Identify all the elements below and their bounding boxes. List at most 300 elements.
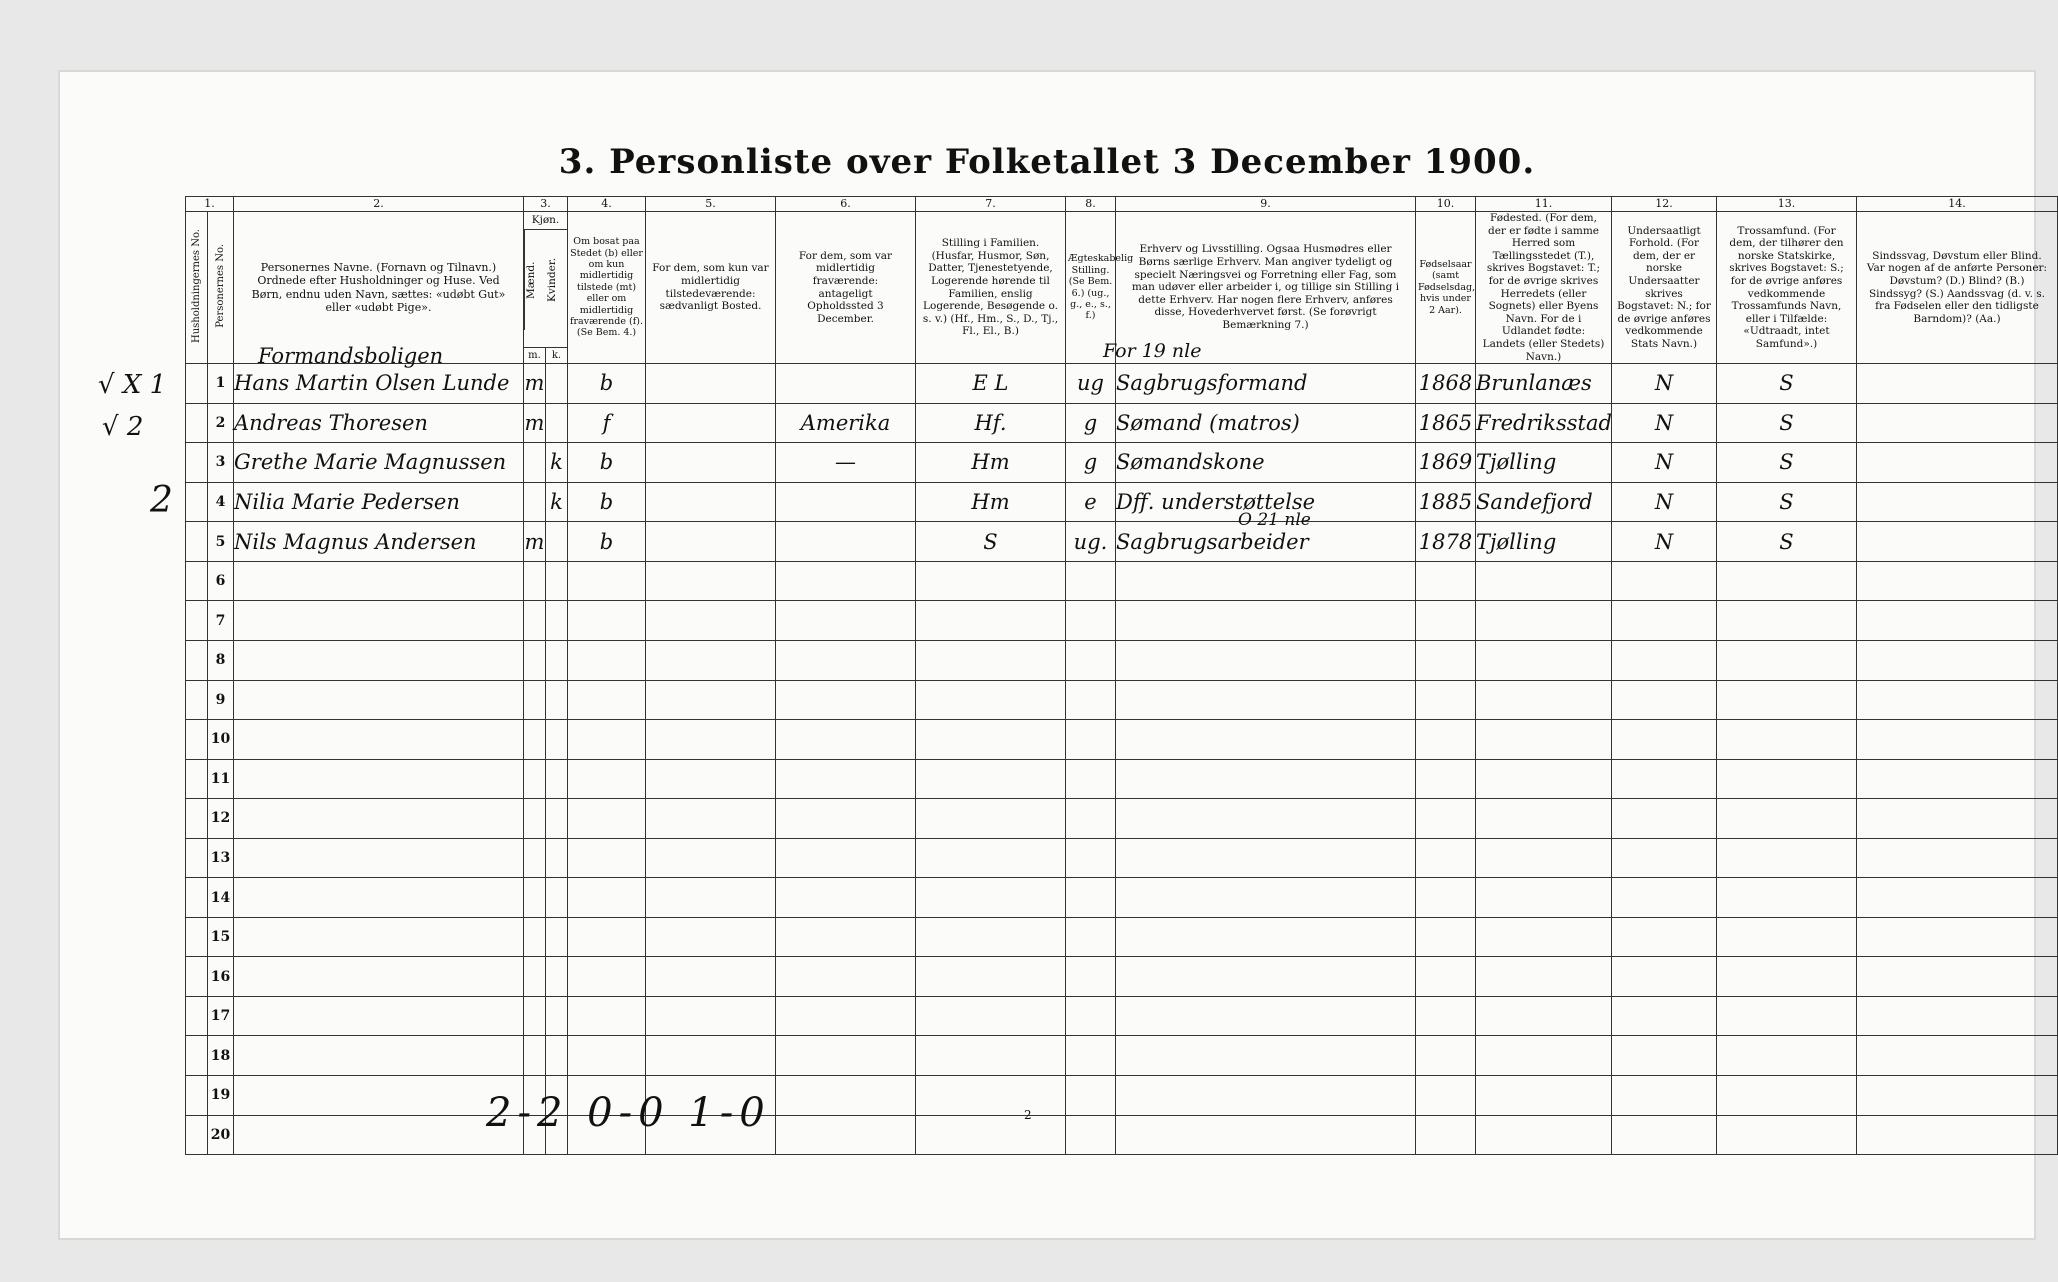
occupation [1116, 996, 1416, 1036]
religion: S [1717, 522, 1857, 562]
colnum-2: 2. [234, 197, 524, 212]
occupation [1116, 917, 1416, 957]
religion: S [1717, 403, 1857, 443]
disability [1857, 482, 2058, 522]
table-row [186, 443, 2058, 483]
marital-status: e [1066, 482, 1116, 522]
household-no-cell [186, 799, 208, 839]
marital-status: ug. [1066, 522, 1116, 562]
temp-location [776, 601, 916, 641]
colnum-12: 12. [1612, 197, 1717, 212]
residence-status [568, 917, 646, 957]
sex-male [524, 996, 546, 1036]
citizenship: N [1612, 403, 1717, 443]
family-position [916, 838, 1066, 878]
person-no: 19 [208, 1075, 234, 1115]
colnum-4: 4. [568, 197, 646, 212]
sex-male [524, 720, 546, 760]
citizenship [1612, 1036, 1717, 1076]
header-person-no: Personernes No. [208, 212, 234, 364]
sex-female [546, 759, 568, 799]
household-no-cell [186, 443, 208, 483]
sex-female [546, 522, 568, 562]
person-no: 18 [208, 1036, 234, 1076]
marital-status [1066, 838, 1116, 878]
residence-status: b [568, 482, 646, 522]
colnum-13: 13. [1717, 197, 1857, 212]
sex-female [546, 917, 568, 957]
colnum-10: 10. [1416, 197, 1476, 212]
person-name: Andreas Thoresen [234, 403, 524, 443]
family-position: Hm [916, 443, 1066, 483]
usual-residence [646, 522, 776, 562]
person-name: Grethe Marie Magnussen [234, 443, 524, 483]
birth-year [1416, 838, 1476, 878]
header-household-no: Husholdningernes No. [186, 212, 208, 364]
person-no: 2 [208, 403, 234, 443]
census-sheet [58, 70, 2048, 1240]
table-row [186, 1115, 2058, 1155]
note-row1: For 19 nle [1103, 340, 1202, 362]
person-no: 10 [208, 720, 234, 760]
occupation: Sagbrugsarbeider [1116, 522, 1416, 562]
person-no: 14 [208, 878, 234, 918]
sex-female: k [546, 482, 568, 522]
household-no-cell [186, 640, 208, 680]
disability [1857, 759, 2058, 799]
table-row [186, 759, 2058, 799]
family-position: Hf. [916, 403, 1066, 443]
temp-location [776, 522, 916, 562]
disability [1857, 838, 2058, 878]
person-name [234, 1075, 524, 1115]
birth-year [1416, 640, 1476, 680]
header-resident: Om bosat paa Stedet (b) eller om kun midlertidig tilstede (mt) eller om midlertidig fraværende (f). (Se Bem. 4.) [568, 212, 646, 364]
religion: S [1717, 482, 1857, 522]
residence-status [568, 1036, 646, 1076]
citizenship: N [1612, 522, 1717, 562]
colnum-3: 3. [524, 197, 568, 212]
family-position [916, 601, 1066, 641]
usual-residence [646, 364, 776, 404]
colnum-1: 1. [186, 197, 234, 212]
family-position [916, 720, 1066, 760]
occupation [1116, 1115, 1416, 1155]
family-position [916, 680, 1066, 720]
sex-male [524, 917, 546, 957]
person-no: 11 [208, 759, 234, 799]
sex-male: m [524, 403, 546, 443]
sex-male: m [524, 364, 546, 404]
marital-status [1066, 878, 1116, 918]
margin-mark-1: √ X 1 [98, 370, 167, 400]
household-no-cell [186, 996, 208, 1036]
citizenship: N [1612, 482, 1717, 522]
household-no-cell [186, 561, 208, 601]
citizenship [1612, 838, 1717, 878]
marital-status [1066, 680, 1116, 720]
sex-male [524, 878, 546, 918]
marital-status [1066, 917, 1116, 957]
birthplace [1476, 878, 1612, 918]
column-number-row [186, 197, 2058, 212]
family-position: S [916, 522, 1066, 562]
religion [1717, 1115, 1857, 1155]
person-no: 3 [208, 443, 234, 483]
person-no: 12 [208, 799, 234, 839]
table-row [186, 640, 2058, 680]
usual-residence [646, 996, 776, 1036]
religion [1717, 878, 1857, 918]
header-citizenship: Undersaatligt Forhold. (For dem, der er norske Undersaatter skrives Bogstavet: N.; for de øvrige anføres vedkommende Stats Navn.) [1612, 212, 1717, 364]
colnum-6: 6. [776, 197, 916, 212]
sex-female [546, 838, 568, 878]
disability [1857, 364, 2058, 404]
temp-location [776, 1075, 916, 1115]
sex-male [524, 838, 546, 878]
family-position [916, 1036, 1066, 1076]
header-disability: Sindssvag, Døvstum eller Blind. Var nogen af de anførte Personer: Døvstum? (D.) Blind? (B.) Sindssyg? (S.) Aandssvag (d. v. s. fra Fødselen eller den tidligste Barndom)? (Aa.) [1857, 212, 2058, 364]
section-heading: Formandsboligen [258, 344, 444, 368]
marital-status: g [1066, 403, 1116, 443]
person-no: 13 [208, 838, 234, 878]
sex-female [546, 364, 568, 404]
birthplace [1476, 1036, 1612, 1076]
birth-year [1416, 1115, 1476, 1155]
usual-residence [646, 561, 776, 601]
birthplace: Tjølling [1476, 443, 1612, 483]
household-no-cell [186, 838, 208, 878]
birth-year [1416, 1075, 1476, 1115]
person-name [234, 838, 524, 878]
disability [1857, 640, 2058, 680]
usual-residence [646, 680, 776, 720]
temp-location [776, 996, 916, 1036]
birth-year [1416, 601, 1476, 641]
person-no: 1 [208, 364, 234, 404]
occupation [1116, 759, 1416, 799]
birthplace [1476, 957, 1612, 997]
person-name: Hans Martin Olsen Lunde [234, 364, 524, 404]
birthplace [1476, 561, 1612, 601]
family-position [916, 957, 1066, 997]
birth-year: 1878 [1416, 522, 1476, 562]
table-row [186, 996, 2058, 1036]
marital-status [1066, 759, 1116, 799]
sex-female [546, 799, 568, 839]
disability [1857, 1036, 2058, 1076]
sex-female [546, 640, 568, 680]
table-row [186, 917, 2058, 957]
sex-female [546, 720, 568, 760]
birthplace [1476, 1115, 1612, 1155]
birth-year: 1868 [1416, 364, 1476, 404]
usual-residence [646, 601, 776, 641]
residence-status [568, 957, 646, 997]
family-position [916, 996, 1066, 1036]
residence-status [568, 640, 646, 680]
household-no-cell [186, 1075, 208, 1115]
temp-location [776, 917, 916, 957]
birth-year [1416, 878, 1476, 918]
citizenship [1612, 601, 1717, 641]
religion [1717, 561, 1857, 601]
family-position [916, 561, 1066, 601]
residence-status [568, 996, 646, 1036]
sex-male [524, 759, 546, 799]
family-position [916, 1115, 1066, 1155]
usual-residence [646, 878, 776, 918]
header-names: Personernes Navne. (Fornavn og Tilnavn.) Ordnede efter Husholdninger og Huse. Ved Børn, endnu uden Navn, sættes: «udøbt Gut» eller «udøbt Pige». [234, 212, 524, 364]
residence-status [568, 878, 646, 918]
usual-residence [646, 1036, 776, 1076]
residence-status [568, 838, 646, 878]
person-no: 5 [208, 522, 234, 562]
temp-location [776, 878, 916, 918]
usual-residence [646, 403, 776, 443]
person-no: 16 [208, 957, 234, 997]
residence-status [568, 601, 646, 641]
header-female: Kvinder. [546, 257, 558, 302]
temp-location [776, 680, 916, 720]
birthplace [1476, 799, 1612, 839]
table-row [186, 601, 2058, 641]
marital-status [1066, 1075, 1116, 1115]
birth-year: 1865 [1416, 403, 1476, 443]
residence-status: b [568, 364, 646, 404]
residence-status [568, 759, 646, 799]
disability [1857, 561, 2058, 601]
person-name [234, 601, 524, 641]
colnum-8: 8. [1066, 197, 1116, 212]
colnum-14: 14. [1857, 197, 2058, 212]
occupation [1116, 640, 1416, 680]
occupation [1116, 601, 1416, 641]
birth-year [1416, 680, 1476, 720]
sex-male [524, 561, 546, 601]
birthplace [1476, 759, 1612, 799]
household-no-cell [186, 364, 208, 404]
header-row [186, 212, 2058, 348]
disability [1857, 878, 2058, 918]
religion [1717, 957, 1857, 997]
family-position [916, 917, 1066, 957]
household-no-cell [186, 720, 208, 760]
temp-location [776, 838, 916, 878]
birth-year [1416, 720, 1476, 760]
birthplace: Brunlanæs [1476, 364, 1612, 404]
person-name [234, 720, 524, 760]
religion [1717, 996, 1857, 1036]
household-no-cell [186, 1115, 208, 1155]
table-row [186, 522, 2058, 562]
tally-totals: 2-2 0-0 1-0 [486, 1090, 771, 1136]
temp-location [776, 957, 916, 997]
disability [1857, 601, 2058, 641]
religion [1717, 720, 1857, 760]
usual-residence [646, 443, 776, 483]
temp-location [776, 561, 916, 601]
sex-female [546, 680, 568, 720]
disability [1857, 1115, 2058, 1155]
person-name [234, 640, 524, 680]
header-occupation: Erhverv og Livsstilling. Ogsaa Husmødres eller Børns særlige Erhverv. Man angiver tydeligt og specielt Næringsvei og Forretning eller Fag, som man udøver eller arbeider i, og tillige sin Stilling i dette Erhverv. Har nogen flere Erhverv, anføres disse, Hovederhvervet først. (Se forøvrigt Bemærkning 7.) [1116, 212, 1416, 364]
sex-female [546, 601, 568, 641]
disability [1857, 957, 2058, 997]
household-no-cell [186, 1036, 208, 1076]
disability [1857, 917, 2058, 957]
disability [1857, 799, 2058, 839]
person-name [234, 561, 524, 601]
occupation [1116, 838, 1416, 878]
person-no: 17 [208, 996, 234, 1036]
sex-female [546, 1036, 568, 1076]
table-row [186, 1036, 2058, 1076]
person-name [234, 680, 524, 720]
sex-male [524, 482, 546, 522]
usual-residence [646, 720, 776, 760]
note-row4: O 21 nle [1238, 510, 1311, 530]
sex-female [546, 957, 568, 997]
header-birth-year: Fødselsaar (samt Fødselsdag, hvis under 2 Aar). [1416, 212, 1476, 364]
temp-location: Amerika [776, 403, 916, 443]
table-row [186, 799, 2058, 839]
sex-female [546, 403, 568, 443]
religion [1717, 799, 1857, 839]
sex-female: k [546, 443, 568, 483]
person-no: 8 [208, 640, 234, 680]
occupation: Dff. understøttelse [1116, 482, 1416, 522]
marital-status [1066, 1036, 1116, 1076]
disability [1857, 443, 2058, 483]
temp-location: — [776, 443, 916, 483]
family-position: Hm [916, 482, 1066, 522]
residence-status: b [568, 522, 646, 562]
citizenship [1612, 759, 1717, 799]
citizenship [1612, 1115, 1717, 1155]
occupation [1116, 957, 1416, 997]
birthplace [1476, 917, 1612, 957]
family-position [916, 799, 1066, 839]
occupation [1116, 561, 1416, 601]
temp-location [776, 759, 916, 799]
disability [1857, 522, 2058, 562]
page-number: 2 [1024, 1108, 1032, 1122]
header-marital-status: Ægteskabelig Stilling. (Se Bem. 6.) (ug., g., e., s., f.) [1066, 212, 1116, 364]
marital-status [1066, 640, 1116, 680]
sex-male [524, 443, 546, 483]
colnum-5: 5. [646, 197, 776, 212]
temp-location [776, 482, 916, 522]
marital-status [1066, 1115, 1116, 1155]
person-name [234, 1115, 524, 1155]
table-row [186, 680, 2058, 720]
family-position [916, 1075, 1066, 1115]
person-no: 15 [208, 917, 234, 957]
birth-year [1416, 759, 1476, 799]
disability [1857, 996, 2058, 1036]
occupation [1116, 878, 1416, 918]
sex-male: m [524, 522, 546, 562]
family-position [916, 640, 1066, 680]
header-family-position: Stilling i Familien. (Husfar, Husmor, Søn, Datter, Tjenestetyende, Logerende hørende til Familien, enslig Logerende, Besøgende o. s. v.) (Hf., Hm., S., D., Tj., Fl., El., B.) [916, 212, 1066, 364]
religion: S [1717, 364, 1857, 404]
religion: S [1717, 443, 1857, 483]
birth-year [1416, 957, 1476, 997]
person-name [234, 1036, 524, 1076]
family-position: E L [916, 364, 1066, 404]
person-name [234, 996, 524, 1036]
header-sex: Kjøn. Mænd. Kvinder. [524, 212, 568, 348]
sex-female [546, 996, 568, 1036]
citizenship [1612, 917, 1717, 957]
birth-year [1416, 996, 1476, 1036]
birthplace [1476, 720, 1612, 760]
family-position [916, 878, 1066, 918]
occupation [1116, 720, 1416, 760]
religion [1717, 680, 1857, 720]
sex-male [524, 601, 546, 641]
occupation: Sømandskone [1116, 443, 1416, 483]
colnum-9: 9. [1116, 197, 1416, 212]
sex-female [546, 561, 568, 601]
temp-location [776, 640, 916, 680]
usual-residence [646, 759, 776, 799]
header-religion: Trossamfund. (For dem, der tilhører den norske Statskirke, skrives Bogstavet: S.; for de øvrige anføres vedkommende Trossamfunds Navn, eller i Tilfælde: «Udtraadt, intet Samfund».) [1717, 212, 1857, 364]
table-row [186, 957, 2058, 997]
family-position [916, 759, 1066, 799]
disability [1857, 403, 2058, 443]
citizenship [1612, 878, 1717, 918]
disability [1857, 720, 2058, 760]
birthplace [1476, 601, 1612, 641]
household-no-cell [186, 601, 208, 641]
occupation [1116, 1036, 1416, 1076]
usual-residence [646, 482, 776, 522]
occupation: Sømand (matros) [1116, 403, 1416, 443]
person-name [234, 799, 524, 839]
birthplace [1476, 996, 1612, 1036]
temp-location [776, 720, 916, 760]
table-row [186, 403, 2058, 443]
religion [1717, 640, 1857, 680]
occupation [1116, 799, 1416, 839]
temp-location [776, 1115, 916, 1155]
person-name: Nilia Marie Pedersen [234, 482, 524, 522]
household-no-cell [186, 957, 208, 997]
religion [1717, 917, 1857, 957]
marital-status [1066, 720, 1116, 760]
header-temp-absent: For dem, som var midlertidig fraværende: antageligt Opholdssted 3 December. [776, 212, 916, 364]
birth-year [1416, 561, 1476, 601]
person-name [234, 957, 524, 997]
birthplace: Fredriksstad [1476, 403, 1612, 443]
colnum-11: 11. [1476, 197, 1612, 212]
birth-year [1416, 1036, 1476, 1076]
birthplace: Tjølling [1476, 522, 1612, 562]
birthplace [1476, 838, 1612, 878]
household-no-cell [186, 878, 208, 918]
religion [1717, 1075, 1857, 1115]
table-row [186, 878, 2058, 918]
citizenship [1612, 720, 1717, 760]
person-no: 7 [208, 601, 234, 641]
person-name [234, 759, 524, 799]
colnum-7: 7. [916, 197, 1066, 212]
birthplace [1476, 640, 1612, 680]
person-name [234, 878, 524, 918]
citizenship [1612, 561, 1717, 601]
